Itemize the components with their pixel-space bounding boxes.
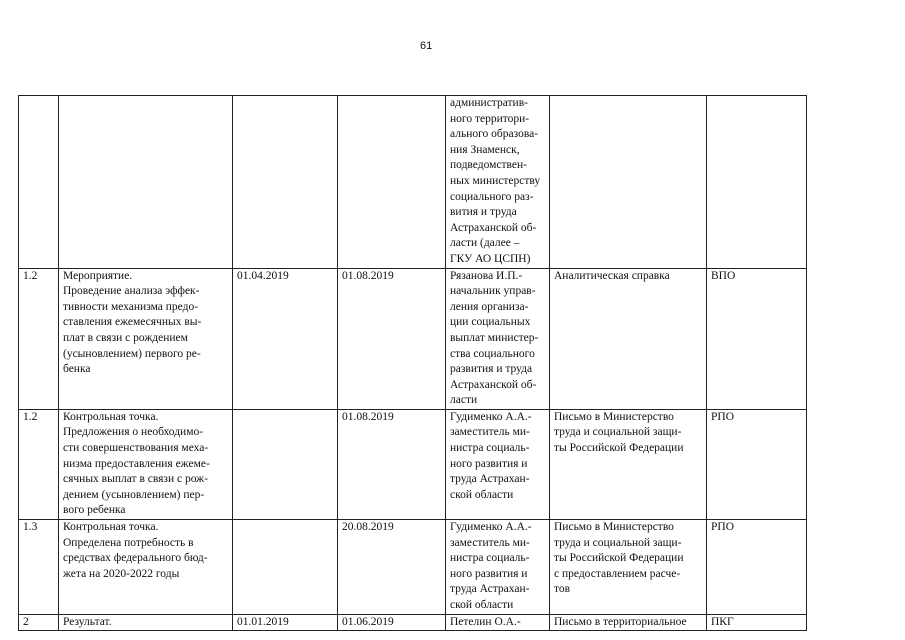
responsible-cell-line: ления организа-: [450, 300, 529, 313]
activity-text-cell-line: сти совершенствования меха-: [63, 442, 209, 455]
result-document-cell-line: с предоставлением расче-: [554, 567, 681, 580]
responsible-cell-line: вития и труда: [450, 206, 517, 219]
result-document-cell-line: Письмо в территориальное: [554, 615, 687, 628]
responsible-cell-line: выплат министер-: [450, 331, 539, 344]
responsible-cell-line: Рязанова И.П.-: [450, 269, 523, 282]
end-date-cell: 01.08.2019: [338, 268, 446, 409]
activity-text-cell-line: Контрольная точка.: [63, 410, 159, 423]
result-document-cell: [550, 614, 707, 631]
responsible-cell-line: нистра социаль-: [450, 442, 530, 455]
result-document-cell: [550, 268, 707, 409]
responsible-cell-line: ласти (далее –: [450, 237, 520, 250]
responsible-cell: [446, 96, 550, 269]
responsible-cell: [446, 409, 550, 519]
activity-text-cell: [59, 409, 233, 519]
activity-text-cell-line: бенка: [63, 363, 91, 376]
code-cell: ВПО: [707, 268, 807, 409]
responsible-cell-line: ных министерству: [450, 174, 541, 187]
table-row: [19, 268, 807, 409]
activity-text-cell-line: плат в связи с рождением: [63, 331, 188, 344]
activity-text-cell-line: Определена потребность в: [63, 536, 194, 549]
table-row: [19, 614, 807, 631]
activity-text-cell: [59, 520, 233, 615]
responsible-cell-line: развития и труда: [450, 363, 533, 376]
activity-text-cell-line: Предложения о необходимо-: [63, 426, 204, 439]
responsible-cell-line: ного территори-: [450, 112, 530, 125]
responsible-cell-line: ного развития и: [450, 457, 528, 470]
table-row: [19, 409, 807, 519]
start-date-cell: [233, 409, 338, 519]
end-date-cell: 01.06.2019: [338, 614, 446, 631]
row-number-cell: 1.2: [19, 409, 59, 519]
start-date-cell: 01.04.2019: [233, 268, 338, 409]
activity-text-cell-line: Мероприятие.: [63, 269, 133, 282]
responsible-cell-line: труда Астрахан-: [450, 583, 530, 596]
responsible-cell-line: ласти: [450, 394, 478, 407]
responsible-cell-line: Астраханской об-: [450, 221, 537, 234]
row-number-cell: 1.2: [19, 268, 59, 409]
code-cell: РПО: [707, 409, 807, 519]
plan-table: [18, 95, 807, 631]
result-document-cell: [550, 409, 707, 519]
result-document-cell-line: труда и социальной защи-: [554, 536, 682, 549]
responsible-cell: [446, 520, 550, 615]
responsible-cell-line: заместитель ми-: [450, 536, 530, 549]
activity-text-cell-line: тивности механизма предо-: [63, 300, 199, 313]
start-date-cell: [233, 96, 338, 269]
responsible-cell-line: Гудименко А.А.-: [450, 410, 532, 423]
responsible-cell-line: начальник управ-: [450, 285, 536, 298]
end-date-cell: [338, 96, 446, 269]
responsible-cell-line: подведомствен-: [450, 159, 527, 172]
responsible-cell-line: Гудименко А.А.-: [450, 521, 532, 534]
code-cell: РПО: [707, 520, 807, 615]
responsible-cell: [446, 614, 550, 631]
page-number: 61: [420, 40, 433, 52]
activity-text-cell-line: Проведение анализа эффек-: [63, 285, 200, 298]
result-document-cell-line: ты Российской Федерации: [554, 442, 684, 455]
table-row: [19, 96, 807, 269]
result-document-cell: [550, 520, 707, 615]
activity-text-cell-line: Результат.: [63, 615, 112, 628]
responsible-cell-line: ской области: [450, 488, 514, 501]
result-document-cell-line: Письмо в Министерство: [554, 410, 674, 423]
activity-text-cell-line: ставления ежемесячных вы-: [63, 316, 202, 329]
responsible-cell-line: заместитель ми-: [450, 426, 530, 439]
activity-text-cell-line: (усыновлением) первого ре-: [63, 347, 201, 360]
result-document-cell-line: труда и социальной защи-: [554, 426, 682, 439]
activity-text-cell-line: вого ребенка: [63, 504, 126, 517]
activity-text-cell: [59, 614, 233, 631]
activity-text-cell-line: жета на 2020-2022 годы: [63, 567, 180, 580]
start-date-cell: [233, 520, 338, 615]
responsible-cell-line: социального раз-: [450, 190, 534, 203]
responsible-cell: [446, 268, 550, 409]
end-date-cell: 01.08.2019: [338, 409, 446, 519]
result-document-cell-line: Аналитическая справка: [554, 269, 670, 282]
end-date-cell: 20.08.2019: [338, 520, 446, 615]
row-number-cell: [19, 96, 59, 269]
responsible-cell-line: нистра социаль-: [450, 552, 530, 565]
table-row: [19, 520, 807, 615]
responsible-cell-line: ства социального: [450, 347, 535, 360]
activity-text-cell-line: сячных выплат в связи с рож-: [63, 473, 208, 486]
activity-text-cell-line: дением (усыновлением) пер-: [63, 488, 205, 501]
activity-text-cell-line: средствах федерального бюд-: [63, 552, 208, 565]
responsible-cell-line: административ-: [450, 97, 528, 109]
activity-text-cell-line: Контрольная точка.: [63, 521, 159, 534]
responsible-cell-line: Петелин О.А.-: [450, 615, 521, 628]
responsible-cell-line: ской области: [450, 599, 514, 611]
responsible-cell-line: Астраханской об-: [450, 378, 537, 391]
responsible-cell-line: ния Знаменск,: [450, 143, 520, 156]
code-cell: [707, 96, 807, 269]
responsible-cell-line: труда Астрахан-: [450, 473, 530, 486]
activity-text-cell: [59, 96, 233, 269]
responsible-cell-line: ального образова-: [450, 128, 539, 141]
responsible-cell-line: ГКУ АО ЦСПН): [450, 252, 531, 265]
result-document-cell-line: ты Российской Федерации: [554, 552, 684, 565]
row-number-cell: 1.3: [19, 520, 59, 615]
code-cell: ПКГ: [707, 614, 807, 631]
result-document-cell: [550, 96, 707, 269]
activity-text-cell-line: низма предоставления ежеме-: [63, 457, 210, 470]
row-number-cell: 2: [19, 614, 59, 631]
result-document-cell-line: тов: [554, 583, 571, 596]
responsible-cell-line: ции социальных: [450, 316, 531, 329]
result-document-cell-line: Письмо в Министерство: [554, 521, 674, 534]
activity-text-cell: [59, 268, 233, 409]
start-date-cell: 01.01.2019: [233, 614, 338, 631]
responsible-cell-line: ного развития и: [450, 567, 528, 580]
